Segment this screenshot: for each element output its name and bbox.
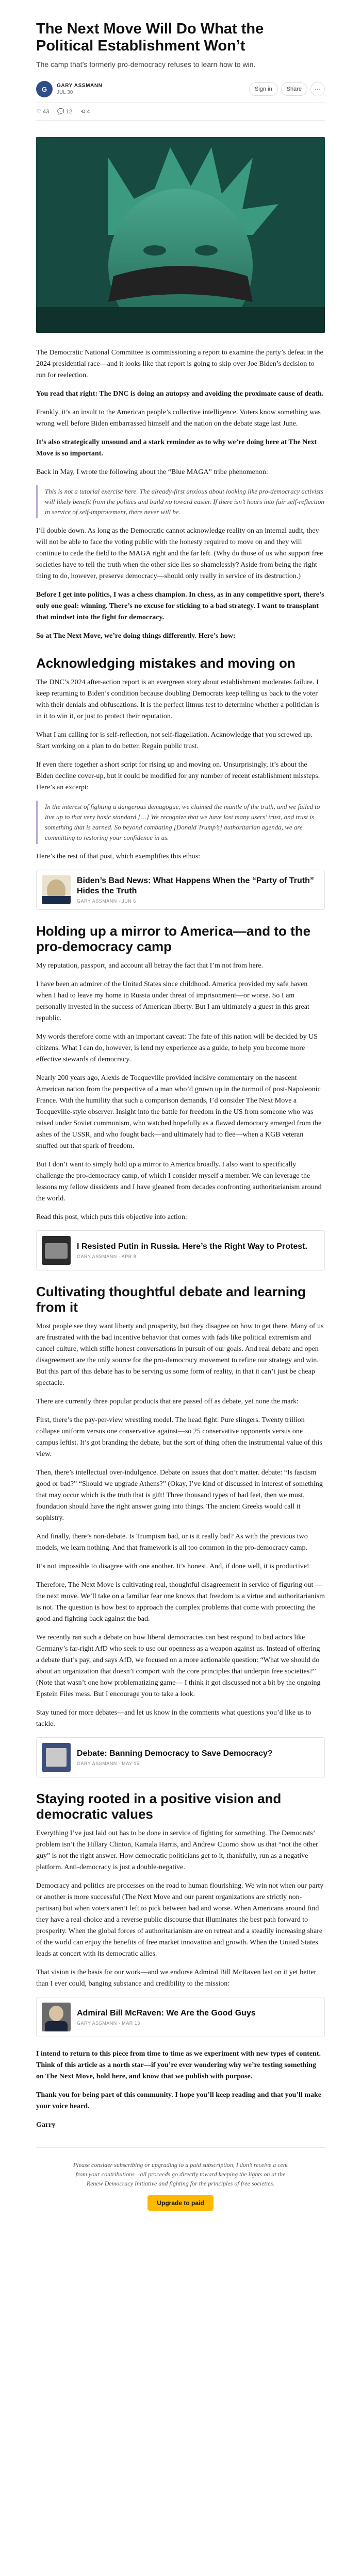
paragraph: Read this post, which puts this objective into action: bbox=[36, 1213, 187, 1221]
paragraph: Democracy and politics are processes on the road to human flourishing. We win not when our party or another is more successful (The Next Move and our parent organizations are strictly non-partisan) but when voters aren’t left to pick between bad and worse. When Americans around find they have a real choice and a reverse public discourse that illuminates the best path forward to prosperity. When the global forces of authoritarianism are on retreat and a steadily increasing share of the world can enjoy the benefits of free market innovation and growth. When the United States leads at concert with its democratic allies. bbox=[36, 1882, 324, 1958]
paragraph: What I am calling for is self-reflection, not self-flagellation. Acknowledge that you screwed up. Start working on a plan to do better. Regain public trust. bbox=[36, 731, 313, 750]
embedded-post-card[interactable] bbox=[36, 1737, 325, 1777]
comment-button[interactable]: 💬 12 bbox=[57, 109, 73, 115]
paragraph: We recently ran such a debate on how liberal democracies can best respond to bad actors like Germany’s far-right AfD who seek to use our openness as a weapon against us. Instead of offering a debate that’s pay, and says AfD, we focused on a more actionable question: “What we should do about an organization that doesn’t comport with the core principles that underpin free societies?” (Note that wasn’t one how problematizing game— I think it got discussed not a bit by the ongoing Epstein Files mess. But I encourage you to take a look. bbox=[36, 1634, 321, 1698]
post-thumbnail bbox=[42, 2003, 71, 2031]
upgrade-cta bbox=[36, 2147, 325, 2211]
section-staying bbox=[36, 1791, 325, 2037]
embedded-post-title[interactable]: Biden’s Bad News: What Happens When the “Party of Truth” Hides the Truth bbox=[77, 876, 314, 895]
section-heading: Staying rooted in a positive vision and democratic values bbox=[36, 1791, 282, 1822]
paragraph: I’ll double down. As long as the Democratic cannot acknowledge reality on an internal audit, they will not be able to face the voting public with the honesty required to move on and they will continue to cede the field to the MAGA right and the far left. (Why do those of us who support free societies have to tell the truth when the other side lies so shamelessly? Aside from being the right thing to do, however, preserve democracy—should only really in service of its destruction.) bbox=[36, 527, 323, 580]
avatar[interactable]: G bbox=[36, 81, 53, 97]
block-quote: This is not a tutorial exercise here. The already-first anxious about looking like pro-democracy activists will likely benefit from the politics and build no toward easier. If there isn’t hours into fair self-reflection in service of self-improvement, there never will be. bbox=[36, 485, 325, 518]
section-cultivating bbox=[36, 1284, 325, 1777]
paragraph: You read that right: The DNC is doing an autopsy and avoiding the proximate cause of death. bbox=[36, 390, 324, 398]
paragraph: It’s not impossible to disagree with one another. It’s honest. And, if done well, it is productive! bbox=[36, 1563, 309, 1570]
paragraph: My words therefore come with an important caveat: The fate of this nation will be decided by US citizens. What I can do, however, is lend my experience as a guide, to help you become more effective stewards of democracy. bbox=[36, 1033, 318, 1063]
embedded-post-title[interactable]: Admiral Bill McRaven: We Are the Good Guys bbox=[77, 2009, 256, 2018]
embedded-post-card[interactable] bbox=[36, 1997, 325, 2037]
embedded-post-meta: GARY ASSMANN · JUN 6 bbox=[77, 899, 136, 904]
embedded-post-title[interactable]: Debate: Banning Democracy to Save Democracy? bbox=[77, 1749, 273, 1758]
paragraph: First, there’s the pay-per-view wrestling model. The head fight. Pure slingers. Twenty trillion collapse uniform versus one conservative against—so 25 conservative opponents versus one campus leftist. It’s got branding the debate, but the sort of thing often the instrumental value of this view. bbox=[36, 1416, 322, 1458]
section-acknowledging bbox=[36, 655, 325, 910]
post-thumbnail bbox=[42, 875, 71, 904]
section-heading: Holding up a mirror to America—and to the pro-democracy camp bbox=[36, 923, 311, 954]
hero-image bbox=[36, 137, 325, 333]
paragraph: That vision is the basis for our work—and we endorse Admiral Bill McRaven last on it yet better than I ever could, banging substance and credibility to the mission: bbox=[36, 1969, 317, 1988]
paragraph: If even there together a short script for rising up and moving on. Unsurprisingly, it’s about the Biden decline cover-up, but it could be modified for any number of recent establishment missteps. Here’s an excerpt: bbox=[36, 761, 320, 791]
paragraph: I intend to return to this piece from time to time as we experiment with new types of content. Think of this article as a north star—if you’re ever wondering why we’re testing something on The Next Move, hold here, and know that we publish with purpose. bbox=[36, 2050, 321, 2080]
sign-in-button[interactable]: Sign in bbox=[249, 82, 278, 96]
paragraph: There are currently three popular products that are passed off as debate, yet none the mark: bbox=[36, 1398, 299, 1405]
paragraph: I have been an admirer of the United States since childhood. America provided my safe haven when I had to leave my home in Russia under threat of imprisonment—or worse. So I am personally invested in the success of American liberty. But I am ultimately a guest in this great republic. bbox=[36, 980, 309, 1022]
article bbox=[36, 0, 325, 2211]
paragraph: So at The Next Move, we’re doing things differently. Here’s how: bbox=[36, 632, 236, 640]
post-title: The Next Move Will Do What the Political Establishment Won’t bbox=[36, 21, 264, 54]
paragraph: Frankly, it’s an insult to the American people’s collective intelligence. Voters know something was wrong well before Biden embarrassed himself and the nation on the debate stage last June. bbox=[36, 409, 321, 428]
embedded-post-card[interactable] bbox=[36, 870, 325, 910]
paragraph: Back in May, I wrote the following about the “Blue MAGA” tribe phenomenon: bbox=[36, 468, 268, 476]
engagement-bar bbox=[36, 103, 325, 121]
section-intro bbox=[36, 347, 325, 642]
signature: Garry bbox=[36, 2121, 56, 2129]
embedded-post-card[interactable] bbox=[36, 1230, 325, 1270]
paragraph: Here’s the rest of that post, which exemplifies this ethos: bbox=[36, 853, 201, 860]
embedded-post-meta: GARY ASSMANN · MAR 13 bbox=[77, 2021, 140, 2026]
paragraph: Then, there’s intellectual over-indulgence. Debate on issues that don’t matter. debate: “Is fascism good or bad?” “Should we upgrade Athens?” (Okay, I’ve kind of discussed in interest of something that may occur which is the truth that is gift! Three thousand types of bad feet, then we must, foundation should have the right answer going into things. The ancient Greeks would call it sophistry. bbox=[36, 1469, 323, 1522]
section-closing bbox=[36, 2048, 325, 2131]
post-actions bbox=[249, 82, 325, 96]
paragraph: My reputation, passport, and account all betray the fact that I’m not from here. bbox=[36, 962, 264, 970]
paragraph: Therefore, The Next Move is cultivating real, thoughtful disagreement in service of figuring out — the next move. We’ll take on a familiar fear one knows that freedom is a virtue and authoritarianism is not. The question is how best to approach the complex problems that come with protecting the good and fighting back against the bad. bbox=[36, 1581, 325, 1623]
paragraph: Everything I’ve just laid out has to be done in service of fighting for something. The Democrats’ problem isn’t the Hillary Clinton, Kamala Harris, and Andrew Cuomo show us that “not the other guy” is not the right answer. How democratic politicians get to it, thankfully, run as a negative platform. Anti-democracy is just a double-negative. bbox=[36, 1829, 318, 1871]
paragraph: The DNC’s 2024 after-action report is an evergreen story about establishment moderates failure. I keep returning to Biden’s condition because doubling Democrats keep telling us back to the voter with their denials and obfuscations. It is the perfect litmus test to determine whether a politician is in it to win it, or just to protect their reputation. bbox=[36, 679, 320, 720]
author-name[interactable]: GARY ASSMANN bbox=[57, 83, 103, 89]
byline bbox=[36, 81, 325, 97]
post-thumbnail bbox=[42, 1236, 71, 1265]
paragraph: Nearly 200 years ago, Alexis de Tocqueville provided incisive commentary on the nascent American nation from the perspective of a man who’d grown up in the turmoil of post-Napoleonic France. With the humility that such a comparison demands, I’d consider The Next Move a Tocqueville-style observer. Insight into the battle for freedom in the US from someone who was raised under Soviet communism, who watched hopefully as a flawed democracy emerged from the ashes of the USSR, and who fought back—and ultimately had to flee—when a KGB veteran snuffed out that spark of freedom. bbox=[36, 1074, 322, 1150]
paragraph: The Democratic National Committee is commissioning a report to examine the party’s defeat in the 2024 presidential race—and it looks like that report is going to skip over Joe Biden’s decision to run for reelection. bbox=[36, 349, 323, 379]
post-subtitle: The camp that’s formerly pro-democracy refuses to learn how to win. bbox=[36, 60, 256, 69]
section-heading: Acknowledging mistakes and moving on bbox=[36, 655, 296, 671]
share-button[interactable]: Share bbox=[281, 82, 307, 96]
upgrade-button[interactable]: Upgrade to paid bbox=[147, 2195, 213, 2211]
cta-text: Please consider subscribing or upgrading to a paid subscription, I don’t receive a cent from your contributions—all proceeds go directly toward keeping the lights on at the Renew Democracy Initiative and fighting for the principles of free societies. bbox=[73, 2161, 288, 2187]
embedded-post-title[interactable]: I Resisted Putin in Russia. Here’s the Right Way to Protest. bbox=[77, 1242, 307, 1251]
statue-of-liberty-illustration bbox=[36, 137, 325, 333]
paragraph: Before I get into politics, I was a chess champion. In chess, as in any competitive sport, there’s only one goal: winning. There’s no excuse for sticking to a bad strategy. I want to transplant that mindset into the fight for democracy. bbox=[36, 591, 324, 621]
post-date: JUL 30 bbox=[57, 90, 73, 95]
restack-button[interactable]: ⟲ 4 bbox=[80, 109, 90, 115]
section-heading: Cultivating thoughtful debate and learning from it bbox=[36, 1284, 306, 1315]
embedded-post-meta: GARY ASSMANN · MAY 15 bbox=[77, 1761, 140, 1766]
like-button[interactable]: ♡ 43 bbox=[36, 109, 50, 115]
section-mirror bbox=[36, 923, 325, 1270]
paragraph: Stay tuned for more debates—and let us know in the comments what questions you’d like us to tackle. bbox=[36, 1709, 311, 1728]
more-icon[interactable]: ⋯ bbox=[310, 82, 325, 96]
embedded-post-meta: GARY ASSMANN · APR 8 bbox=[77, 1254, 137, 1259]
post-thumbnail bbox=[42, 1743, 71, 1772]
paragraph: Thank you for being part of this community. I hope you’ll keep reading and that you’ll make your voice heard. bbox=[36, 2091, 321, 2110]
paragraph: Most people see they want liberty and prosperity, but they disagree on how to get there. Many of us are frustrated with the bad incentive behavior that comes with fads like political extremism and cancel culture, which stifle honest conversations in pursuit of our goals. And real debate and open disagreement are the only source for the pro-democracy movement to refine our strategy and win. But this part of this debate has to be serving us some form of reality, in that it can’t just be cheap spectacle. bbox=[36, 1323, 324, 1387]
paragraph: But I don’t want to simply hold up a mirror to America broadly. I also want to specifically challenge the pro-democracy camp, of which I consider myself a member. We can leverage the lessons my fellow dissidents and I have gleaned from decades confronting authoritarianism around the world. bbox=[36, 1161, 322, 1202]
block-quote: In the interest of fighting a dangerous demagogue, we claimed the mantle of the truth, and we failed to live up to that very basic standard […] We recognize that we have lost many users’ trust, and trust is something that is earned. So beyond combating [Donald Trump’s] authoritarian agenda, we are committing to restoring your confidence in us. bbox=[36, 801, 325, 844]
author-block[interactable] bbox=[36, 81, 103, 97]
paragraph: It’s also strategically unsound and a stark reminder as to why we’re doing here at The Next Move is so important. bbox=[36, 438, 317, 457]
paragraph: And finally, there’s non-debate. Is Trumpism bad, or is it really bad? As with the previous two models, we learn nothing. And that framework is all too common in the pro-democracy camp. bbox=[36, 1533, 308, 1552]
